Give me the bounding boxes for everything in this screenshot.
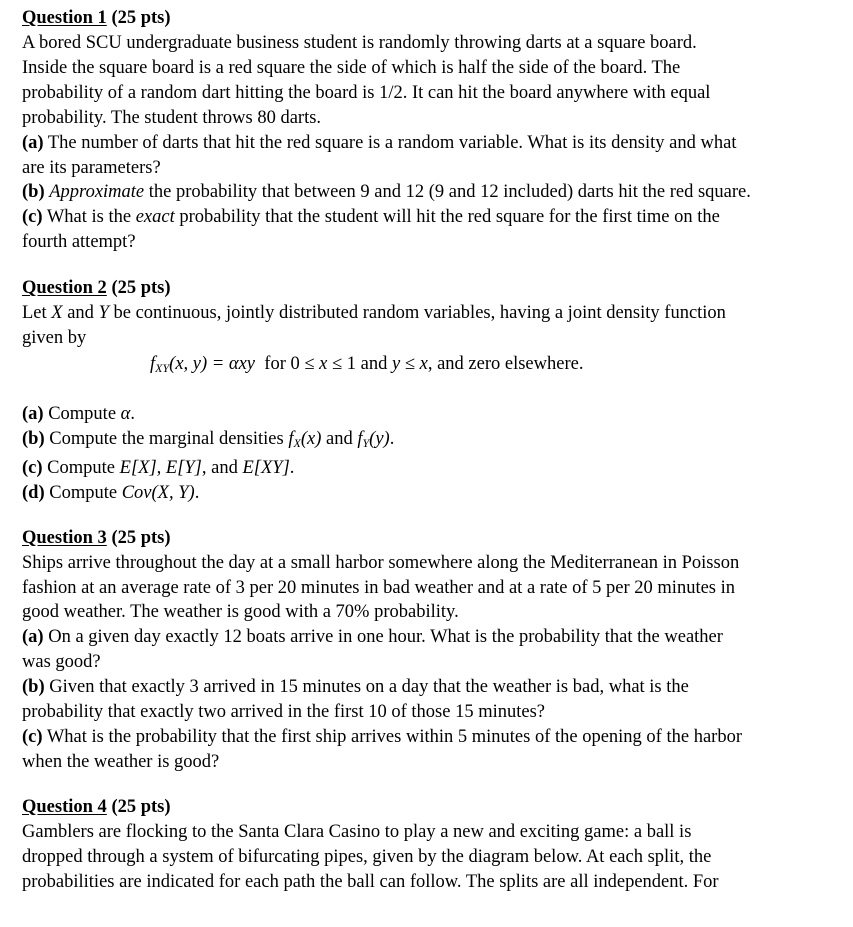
math-var: Y: [98, 303, 109, 324]
part-text: and: [321, 428, 358, 449]
math-var: f: [150, 353, 156, 374]
part-text: Compute: [43, 403, 121, 424]
spacer: [22, 255, 853, 276]
question-4: [22, 795, 853, 895]
question-1-intro-line: probability of a random dart hitting the board is 1/2. It can hit the board anywhere with equal: [22, 82, 711, 103]
part-label: (c): [22, 457, 43, 478]
intro-text: be continuous, jointly distributed random variables, having a joint density function: [108, 303, 726, 324]
question-2-heading: [22, 276, 853, 301]
question-3-intro-line: good weather. The weather is good with a 70% probability.: [22, 602, 459, 623]
question-2-part-b: [22, 427, 853, 456]
part-label: (b): [22, 428, 45, 449]
part-text: Compute: [42, 457, 120, 478]
part-text: On a given day exactly 12 boats arrive in one hour. What is the probability that the weather: [43, 627, 723, 648]
question-3-part-b-cont: probability that exactly two arrived in the first 10 of those 15 minutes?: [22, 702, 546, 723]
math-var: x: [319, 353, 328, 374]
part-text: .: [130, 403, 136, 424]
question-3-part-c: [22, 725, 853, 750]
question-4-intro-line: Gamblers are flocking to the Santa Clara Casino to play a new and exciting game: a ball is: [22, 821, 692, 842]
intro-text: and: [62, 303, 99, 324]
spacer: [22, 775, 853, 795]
question-1-intro-line: A bored SCU undergraduate business student is randomly throwing darts at a square board.: [22, 33, 697, 53]
math-var: y: [391, 353, 401, 374]
question-1-part-a-cont: are its parameters?: [22, 157, 161, 178]
part-label: (a): [22, 403, 44, 424]
question-3-points: (25 pts): [106, 527, 171, 548]
math-subscript: X: [293, 435, 301, 450]
math-subscript: Y: [362, 435, 370, 450]
question-4-intro-line: dropped through a system of bifurcating pipes, given by the diagram below. At each split, the: [22, 846, 712, 867]
part-text: , and: [201, 457, 243, 478]
emphasis-text: Approximate: [49, 182, 145, 203]
question-2-part-d: [22, 481, 853, 506]
math-var: f: [357, 428, 363, 449]
question-1-intro-line: probability. The student throws 80 darts.: [22, 107, 322, 128]
math-expression: E[XY]: [242, 457, 290, 478]
part-text: What is the: [42, 207, 136, 228]
math-expression: E[X], E[Y]: [119, 457, 202, 478]
question-3-intro-line: fashion at an average rate of 3 per 20 minutes in bad weather and at a rate of 5 per 20 minutes in: [22, 577, 736, 598]
question-2-points: (25 pts): [106, 278, 171, 299]
formula-text: , and zero elsewhere.: [427, 353, 584, 374]
formula-text: ≤: [400, 353, 420, 374]
part-text: The number of darts that hit the red square is a random variable. What is its density and what: [43, 132, 737, 153]
math-expression: (x, y) = αxy: [169, 353, 256, 374]
part-text: the probability that between 9 and 12 (9 and 12 included) darts hit the red square.: [144, 182, 751, 203]
part-label: (b): [22, 182, 45, 203]
question-3-part-a-cont: was good?: [22, 652, 101, 673]
math-expression: (x): [300, 428, 322, 449]
question-3-part-a: [22, 625, 853, 650]
question-2: [22, 276, 853, 505]
part-label: (a): [22, 132, 44, 153]
question-3-part-b: [22, 675, 853, 700]
math-expression: (y): [369, 428, 390, 449]
question-4-heading: [22, 795, 853, 820]
question-1-part-c: [22, 205, 853, 230]
part-text: .: [289, 457, 295, 478]
part-text: Compute the marginal densities: [44, 428, 289, 449]
part-text: .: [389, 428, 395, 449]
part-label: (b): [22, 677, 45, 698]
part-text: Given that exactly 3 arrived in 15 minutes on a day that the weather is bad, what is the: [44, 677, 689, 698]
part-text: What is the probability that the first ship arrives within 5 minutes of the opening of the harbor: [42, 726, 742, 747]
formula-text: ≤ 1 and: [327, 353, 392, 374]
question-1-part-b: [22, 180, 853, 205]
question-2-title: Question 2: [22, 278, 107, 299]
question-4-intro-line: probabilities are indicated for each path the ball can follow. The splits are all independent. For: [22, 871, 719, 892]
question-1-part-c-cont: fourth attempt?: [22, 232, 136, 253]
part-text: probability that the student will hit the red square for the first time on the: [174, 207, 720, 228]
question-1-points: (25 pts): [106, 8, 171, 28]
math-var: X: [51, 303, 63, 324]
question-4-title: Question 4: [22, 796, 107, 817]
math-subscript: XY: [155, 360, 170, 375]
question-1-title: Question 1: [22, 8, 107, 28]
question-3-heading: [22, 526, 853, 551]
question-1-part-a: [22, 131, 853, 156]
spacer: [22, 506, 853, 526]
question-2-part-a: [22, 402, 853, 427]
question-2-intro-line: given by: [22, 328, 87, 349]
emphasis-text: exact: [135, 207, 175, 228]
question-3: [22, 526, 853, 775]
part-label: (c): [22, 726, 43, 747]
question-1-intro-line: Inside the square board is a red square the side of which is half the side of the board. The: [22, 57, 681, 78]
question-4-points: (25 pts): [106, 796, 171, 817]
spacer: [22, 382, 853, 402]
formula-text: for 0 ≤: [255, 353, 320, 374]
part-text: Compute: [44, 482, 122, 503]
question-3-title: Question 3: [22, 527, 107, 548]
question-3-part-c-cont: when the weather is good?: [22, 751, 220, 772]
part-text: .: [194, 482, 200, 503]
question-1: [22, 6, 853, 255]
joint-density-formula: [22, 351, 853, 382]
part-label: (c): [22, 207, 43, 228]
question-1-heading: [22, 6, 853, 31]
math-var: f: [288, 428, 294, 449]
part-label: (a): [22, 627, 44, 648]
question-2-intro-line: [22, 301, 853, 326]
part-label: (d): [22, 482, 45, 503]
intro-text: Let: [22, 303, 52, 324]
question-3-intro-line: Ships arrive throughout the day at a small harbor somewhere along the Mediterranean in Poisson: [22, 552, 740, 573]
math-var: x: [419, 353, 428, 374]
question-2-part-c: [22, 456, 853, 481]
math-expression: Cov(X, Y): [121, 482, 195, 503]
math-var: α: [120, 403, 131, 424]
